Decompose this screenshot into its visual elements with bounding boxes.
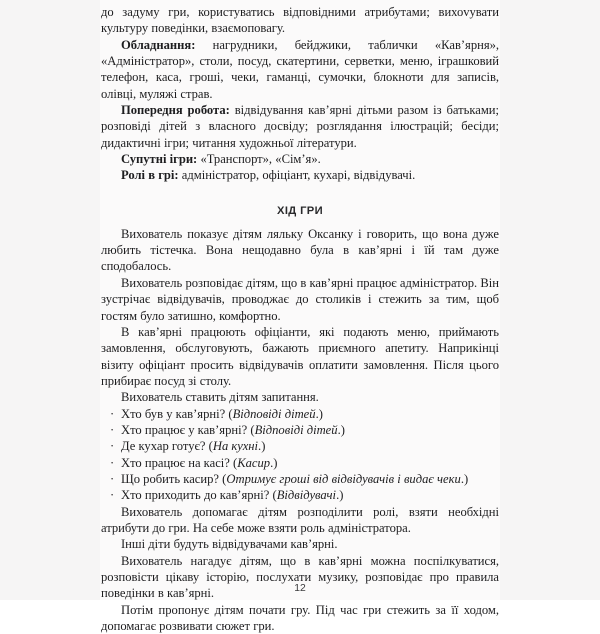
- list-item: [101, 438, 499, 454]
- definition-label: Ролі в грі:: [121, 168, 179, 183]
- answer-text: Відповіді дітей: [232, 406, 316, 421]
- question-text: Хто працює на касі? (: [121, 455, 238, 470]
- question-text: Хто працює у кав’ярні? (: [121, 422, 255, 437]
- spacer-before-section-title: [101, 184, 499, 205]
- closing-paragraph-2: Інші діти будуть відвідувачами кав’ярні.: [121, 537, 338, 552]
- answer-text: На кухні: [212, 439, 259, 454]
- answer-tail: .): [315, 406, 323, 421]
- answer-tail: .): [460, 471, 469, 486]
- list-item: [101, 487, 499, 503]
- continued-paragraph: до задуму гри, користуватись відповідними атрибутами; вихоvувати культуру поведінки, взаємоповагу.: [101, 5, 499, 36]
- closing-paragraph-4: Потім пропонує дітям почати гру. Під час гри стежить за її ходом, допомагає розвивати сюжет гри.: [101, 602, 499, 634]
- definition-block-poperednya-robota: [101, 102, 499, 151]
- answer-tail: .): [337, 422, 345, 437]
- answer-tail: .): [336, 488, 344, 503]
- definition-label: Супутні ігри:: [121, 152, 198, 167]
- bullet-icon: ·: [110, 406, 115, 421]
- definition-body: «Транспорт», «Сім’я».: [197, 152, 321, 167]
- answer-tail: .): [270, 455, 278, 470]
- question-text: Що робить касир? (: [121, 471, 227, 486]
- text-column: [101, 0, 499, 634]
- bullet-icon: ·: [110, 422, 115, 437]
- answer-text: Касир: [237, 455, 271, 470]
- question-text: Де кухар готує? (: [121, 439, 213, 454]
- bullet-icon: ·: [110, 439, 115, 454]
- bullet-icon: ·: [110, 488, 115, 503]
- closing-paragraph-3: Вихователь нагадує дітям, що в кав’ярні можна поспілкуватися, розповісти цікаву історію, послухати музику, розповідає про правила поведінки в кав’ярні.: [101, 553, 499, 601]
- spacer-after-section-title: [101, 217, 499, 226]
- list-item: [101, 471, 499, 487]
- section-title-hid-hry: ХІД ГРИ: [277, 204, 323, 217]
- definition-block-obladnannya: [101, 37, 499, 102]
- question-list: [101, 406, 499, 504]
- body-paragraph-2: Вихователь розповідає дітям, що в кав’ярні працює адміністратор. Він зустрічає відвідувачів, проводжає до столиків і стежить за тим, щоб гостям було затишно, комфортно.: [101, 275, 499, 323]
- body-paragraph-3: В кав’ярні працюють офіціанти, які подають меню, приймають замовлення, обслуговують, бажають приємного апетиту. Наприкінці візиту офіціант просить відвідувачів оплатити замовлення. Після цього прибирає посуд зі столу.: [101, 324, 499, 388]
- bullet-icon: ·: [110, 455, 115, 470]
- definition-block-roli-v-gri: [101, 167, 499, 183]
- bullet-icon: ·: [110, 471, 115, 486]
- definition-label: Обладнання:: [121, 37, 196, 52]
- question-text: Хто був у кав’ярні? (: [121, 406, 233, 421]
- answer-text: Отримує гроші від відвідувачів і видає чеки: [226, 471, 461, 486]
- answer-text: Відповіді дітей: [254, 422, 338, 437]
- body-paragraph-1: Вихователь показує дітям ляльку Оксанку і говорить, що вона дуже любить тістечка. Вона нещодавно була в кав’ярні і їй там дуже сподобалось.: [101, 226, 499, 274]
- definition-label: Попередня робота:: [121, 103, 230, 118]
- definition-body: адміністратор, офіціант, кухарі, відвідувачі.: [178, 168, 416, 183]
- list-item: [101, 406, 499, 422]
- definition-body: відвідування кав’ярні дітьми разом із батьками; розповіді дітей з власного досвіду; розглядання ілюстрацій; бесіди; дидактичні ігри; читання художньої літератури.: [101, 103, 499, 150]
- closing-paragraph-1: Вихователь допомагає дітям розподілити ролі, взяти необхідні атрибути до гри. На себе може взяти роль адміністратора.: [101, 504, 499, 535]
- list-item: [101, 455, 499, 471]
- definition-block-suputni-igry: [101, 151, 499, 167]
- list-item: [101, 422, 499, 438]
- answer-text: Відвідувачі: [276, 488, 337, 503]
- page-number: 12: [294, 583, 306, 594]
- body-paragraph-4: Вихователь ставить дітям запитання.: [121, 390, 319, 405]
- answer-tail: .): [258, 439, 266, 454]
- question-text: Хто приходить до кав’ярні? (: [121, 488, 277, 503]
- definition-body: нагрудники, бейджики, таблички «Кав’ярня», «Адміністратор», столи, посуд, скатертини, серветки, меню, іграшковий телефон, каса, гроші, чеки, гаманці, сумочки, блокноти для записів, олівці, муляжі страв.: [101, 37, 499, 101]
